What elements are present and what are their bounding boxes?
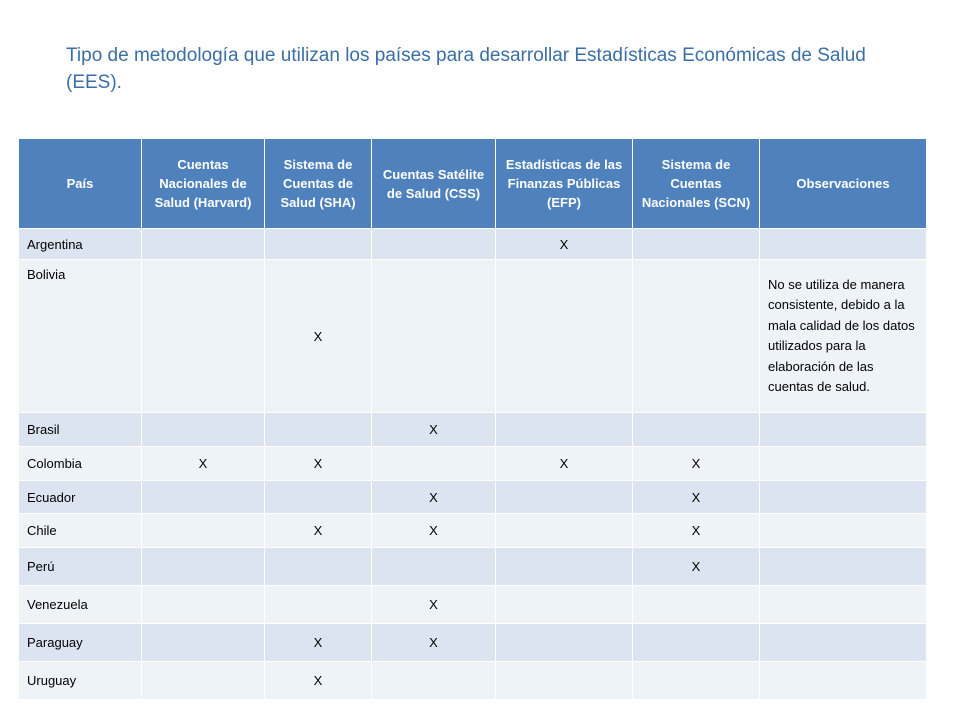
cell-observaciones xyxy=(760,481,927,514)
cell-harvard xyxy=(142,260,265,413)
cell-css: X xyxy=(372,514,496,548)
cell-country: Ecuador xyxy=(19,481,142,514)
cell-observaciones: No se utiliza de manera consistente, debido a la mala calidad de los datos utilizados para la elaboración de las cuentas de salud. xyxy=(760,260,927,413)
cell-sha: X xyxy=(265,624,372,662)
cell-sha: X xyxy=(265,514,372,548)
cell-sha: X xyxy=(265,447,372,481)
cell-harvard: X xyxy=(142,447,265,481)
table-row xyxy=(19,413,927,447)
cell-css xyxy=(372,229,496,260)
header-harvard: Cuentas Nacionales de Salud (Harvard) xyxy=(142,139,265,229)
cell-harvard xyxy=(142,514,265,548)
table-row xyxy=(19,624,927,662)
cell-scn xyxy=(633,624,760,662)
cell-sha: X xyxy=(265,662,372,700)
header-efp: Estadísticas de las Finanzas Públicas (EFP) xyxy=(496,139,633,229)
cell-efp: X xyxy=(496,229,633,260)
cell-sha xyxy=(265,548,372,586)
cell-scn xyxy=(633,229,760,260)
cell-sha xyxy=(265,481,372,514)
cell-harvard xyxy=(142,481,265,514)
cell-country: Brasil xyxy=(19,413,142,447)
cell-scn: X xyxy=(633,514,760,548)
cell-country: Bolivia xyxy=(19,260,142,413)
cell-observaciones xyxy=(760,514,927,548)
cell-harvard xyxy=(142,624,265,662)
cell-country: Uruguay xyxy=(19,662,142,700)
header-scn: Sistema de Cuentas Nacionales (SCN) xyxy=(633,139,760,229)
header-pais: País xyxy=(19,139,142,229)
cell-css: X xyxy=(372,624,496,662)
cell-country: Venezuela xyxy=(19,586,142,624)
cell-scn xyxy=(633,586,760,624)
cell-css xyxy=(372,447,496,481)
table-row xyxy=(19,514,927,548)
cell-harvard xyxy=(142,586,265,624)
cell-harvard xyxy=(142,662,265,700)
cell-efp xyxy=(496,624,633,662)
cell-efp xyxy=(496,413,633,447)
table-row xyxy=(19,229,927,260)
cell-observaciones xyxy=(760,229,927,260)
cell-scn: X xyxy=(633,447,760,481)
cell-scn: X xyxy=(633,481,760,514)
cell-efp xyxy=(496,514,633,548)
cell-country: Colombia xyxy=(19,447,142,481)
cell-harvard xyxy=(142,413,265,447)
table-row xyxy=(19,548,927,586)
cell-css xyxy=(372,260,496,413)
cell-css: X xyxy=(372,481,496,514)
table-row xyxy=(19,586,927,624)
cell-efp xyxy=(496,548,633,586)
cell-scn: X xyxy=(633,548,760,586)
cell-css xyxy=(372,548,496,586)
cell-css: X xyxy=(372,586,496,624)
cell-efp: X xyxy=(496,447,633,481)
cell-harvard xyxy=(142,229,265,260)
cell-country: Paraguay xyxy=(19,624,142,662)
table-row xyxy=(19,447,927,481)
cell-scn xyxy=(633,662,760,700)
cell-country: Chile xyxy=(19,514,142,548)
cell-observaciones xyxy=(760,624,927,662)
cell-scn xyxy=(633,260,760,413)
cell-sha: X xyxy=(265,260,372,413)
cell-observaciones xyxy=(760,413,927,447)
cell-observaciones xyxy=(760,586,927,624)
cell-sha xyxy=(265,413,372,447)
cell-observaciones xyxy=(760,662,927,700)
cell-efp xyxy=(496,662,633,700)
cell-country: Argentina xyxy=(19,229,142,260)
page-title: Tipo de metodología que utilizan los países para desarrollar Estadísticas Económicas de Salud (EES). xyxy=(66,45,866,93)
header-css: Cuentas Satélite de Salud (CSS) xyxy=(372,139,496,229)
header-observaciones: Observaciones xyxy=(760,139,927,229)
cell-sha xyxy=(265,229,372,260)
header-sha: Sistema de Cuentas de Salud (SHA) xyxy=(265,139,372,229)
cell-efp xyxy=(496,586,633,624)
cell-efp xyxy=(496,481,633,514)
cell-css: X xyxy=(372,413,496,447)
cell-harvard xyxy=(142,548,265,586)
table-row xyxy=(19,481,927,514)
cell-sha xyxy=(265,586,372,624)
cell-css xyxy=(372,662,496,700)
header-row xyxy=(19,139,927,229)
table-row xyxy=(19,662,927,700)
cell-country: Perú xyxy=(19,548,142,586)
cell-scn xyxy=(633,413,760,447)
cell-observaciones xyxy=(760,447,927,481)
methodology-table xyxy=(18,138,927,700)
cell-efp xyxy=(496,260,633,413)
table-row xyxy=(19,260,927,413)
cell-observaciones xyxy=(760,548,927,586)
